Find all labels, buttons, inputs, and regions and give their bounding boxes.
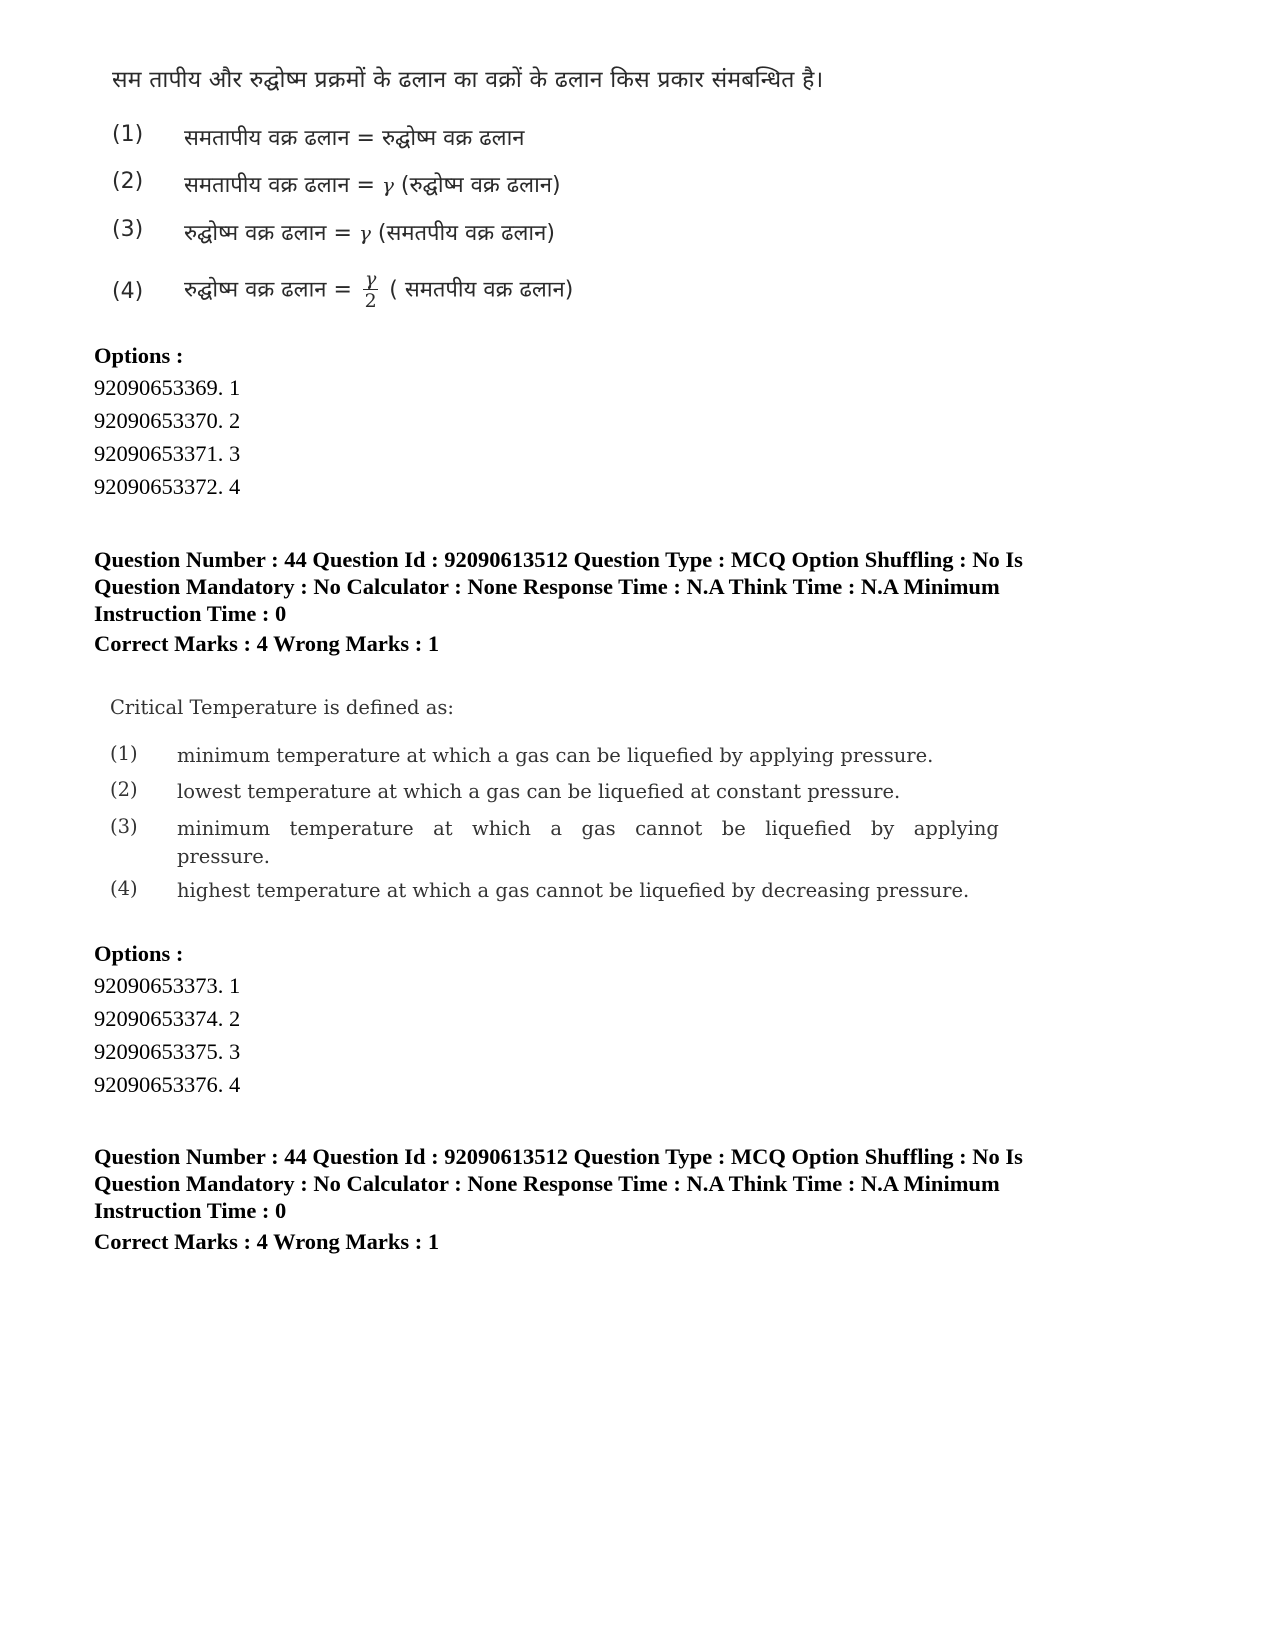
option-number: (2) bbox=[112, 169, 144, 194]
word: by bbox=[870, 817, 895, 840]
option-text bbox=[184, 169, 561, 199]
option-text-post: (समतपीय वक्र ढलान) bbox=[370, 221, 555, 246]
option-text bbox=[177, 815, 999, 871]
option-text-pre: रुद्घोष्म वक्र ढलान = bbox=[184, 221, 359, 246]
options-label: Options : bbox=[94, 941, 184, 966]
option-id: 92090653373. 1 bbox=[94, 973, 241, 998]
hindi-question-block bbox=[112, 62, 1012, 312]
option-id-list bbox=[94, 371, 240, 503]
gamma-symbol: γ bbox=[381, 173, 394, 197]
metadata-line: Question Mandatory : No Calculator : None Response Time : N.A Think Time : N.A Minimum bbox=[94, 1171, 1000, 1196]
option-text: समतापीय वक्र ढलान = रुद्घोष्म वक्र ढलान bbox=[184, 126, 525, 151]
option-text: minimum temperature at which a gas can be liquefied by applying pressure. bbox=[177, 744, 934, 767]
option-text-line bbox=[177, 815, 999, 843]
metadata-line: Question Mandatory : No Calculator : None Response Time : N.A Think Time : N.A Minimum bbox=[94, 574, 1000, 599]
question-stem: सम तापीय और रुद्घोष्म प्रक्रमों के ढलान का वक्रों के ढलान किस प्रकार संमबन्धित है। bbox=[112, 67, 824, 93]
option-id: 92090653374. 2 bbox=[94, 1006, 241, 1031]
fraction bbox=[363, 269, 378, 312]
word: minimum bbox=[177, 817, 271, 840]
option-number: (3) bbox=[110, 815, 138, 838]
metadata-line: Question Number : 44 Question Id : 92090613512 Question Type : MCQ Option Shuffling : No Is bbox=[94, 547, 1023, 572]
question-stem: Critical Temperature is defined as: bbox=[110, 696, 454, 719]
option-id: 92090653372. 4 bbox=[94, 474, 241, 499]
fraction-numerator: γ bbox=[364, 268, 377, 290]
question-metadata bbox=[94, 546, 1094, 627]
option-number: (1) bbox=[110, 742, 138, 765]
option-id-list bbox=[94, 969, 240, 1101]
option-number: (2) bbox=[110, 778, 138, 801]
option-text-pre: समतापीय वक्र ढलान = bbox=[184, 173, 382, 198]
option-id: 92090653370. 2 bbox=[94, 408, 241, 433]
metadata-line: Instruction Time : 0 bbox=[94, 1198, 287, 1223]
option-id: 92090653371. 3 bbox=[94, 441, 241, 466]
option-id: 92090653375. 3 bbox=[94, 1039, 241, 1064]
word: be bbox=[721, 817, 746, 840]
option-text-pre: रुद्घोष्म वक्र ढलान = bbox=[184, 277, 359, 303]
option-number: (1) bbox=[112, 122, 144, 147]
option-text-line: pressure. bbox=[177, 845, 270, 868]
option-text-post: (रुद्घोष्म वक्र ढलान) bbox=[393, 173, 561, 198]
word: applying bbox=[913, 817, 999, 840]
option-number: (3) bbox=[112, 217, 144, 242]
word: gas bbox=[581, 817, 616, 840]
word: liquefied bbox=[765, 817, 852, 840]
fraction-denominator: 2 bbox=[364, 290, 377, 312]
word: temperature bbox=[289, 817, 414, 840]
marks-line: Correct Marks : 4 Wrong Marks : 1 bbox=[94, 631, 440, 656]
option-id: 92090653376. 4 bbox=[94, 1072, 241, 1097]
options-label: Options : bbox=[94, 343, 184, 368]
word: at bbox=[433, 817, 453, 840]
option-text: lowest temperature at which a gas can be liquefied at constant pressure. bbox=[177, 780, 901, 803]
word: a bbox=[550, 817, 563, 840]
option-number: (4) bbox=[112, 279, 144, 304]
option-text: highest temperature at which a gas cannot be liquefied by decreasing pressure. bbox=[177, 879, 970, 902]
option-text bbox=[184, 269, 573, 312]
gamma-symbol: γ bbox=[358, 221, 371, 245]
option-text-post: ( समतपीय वक्र ढलान) bbox=[382, 277, 574, 303]
marks-line: Correct Marks : 4 Wrong Marks : 1 bbox=[94, 1229, 440, 1254]
metadata-line: Question Number : 44 Question Id : 92090613512 Question Type : MCQ Option Shuffling : No Is bbox=[94, 1144, 1023, 1169]
option-number: (4) bbox=[110, 877, 138, 900]
word: cannot bbox=[635, 817, 703, 840]
word: which bbox=[472, 817, 531, 840]
option-id: 92090653369. 1 bbox=[94, 375, 241, 400]
metadata-line: Instruction Time : 0 bbox=[94, 601, 287, 626]
option-text bbox=[184, 217, 555, 247]
question-metadata bbox=[94, 1143, 1094, 1224]
